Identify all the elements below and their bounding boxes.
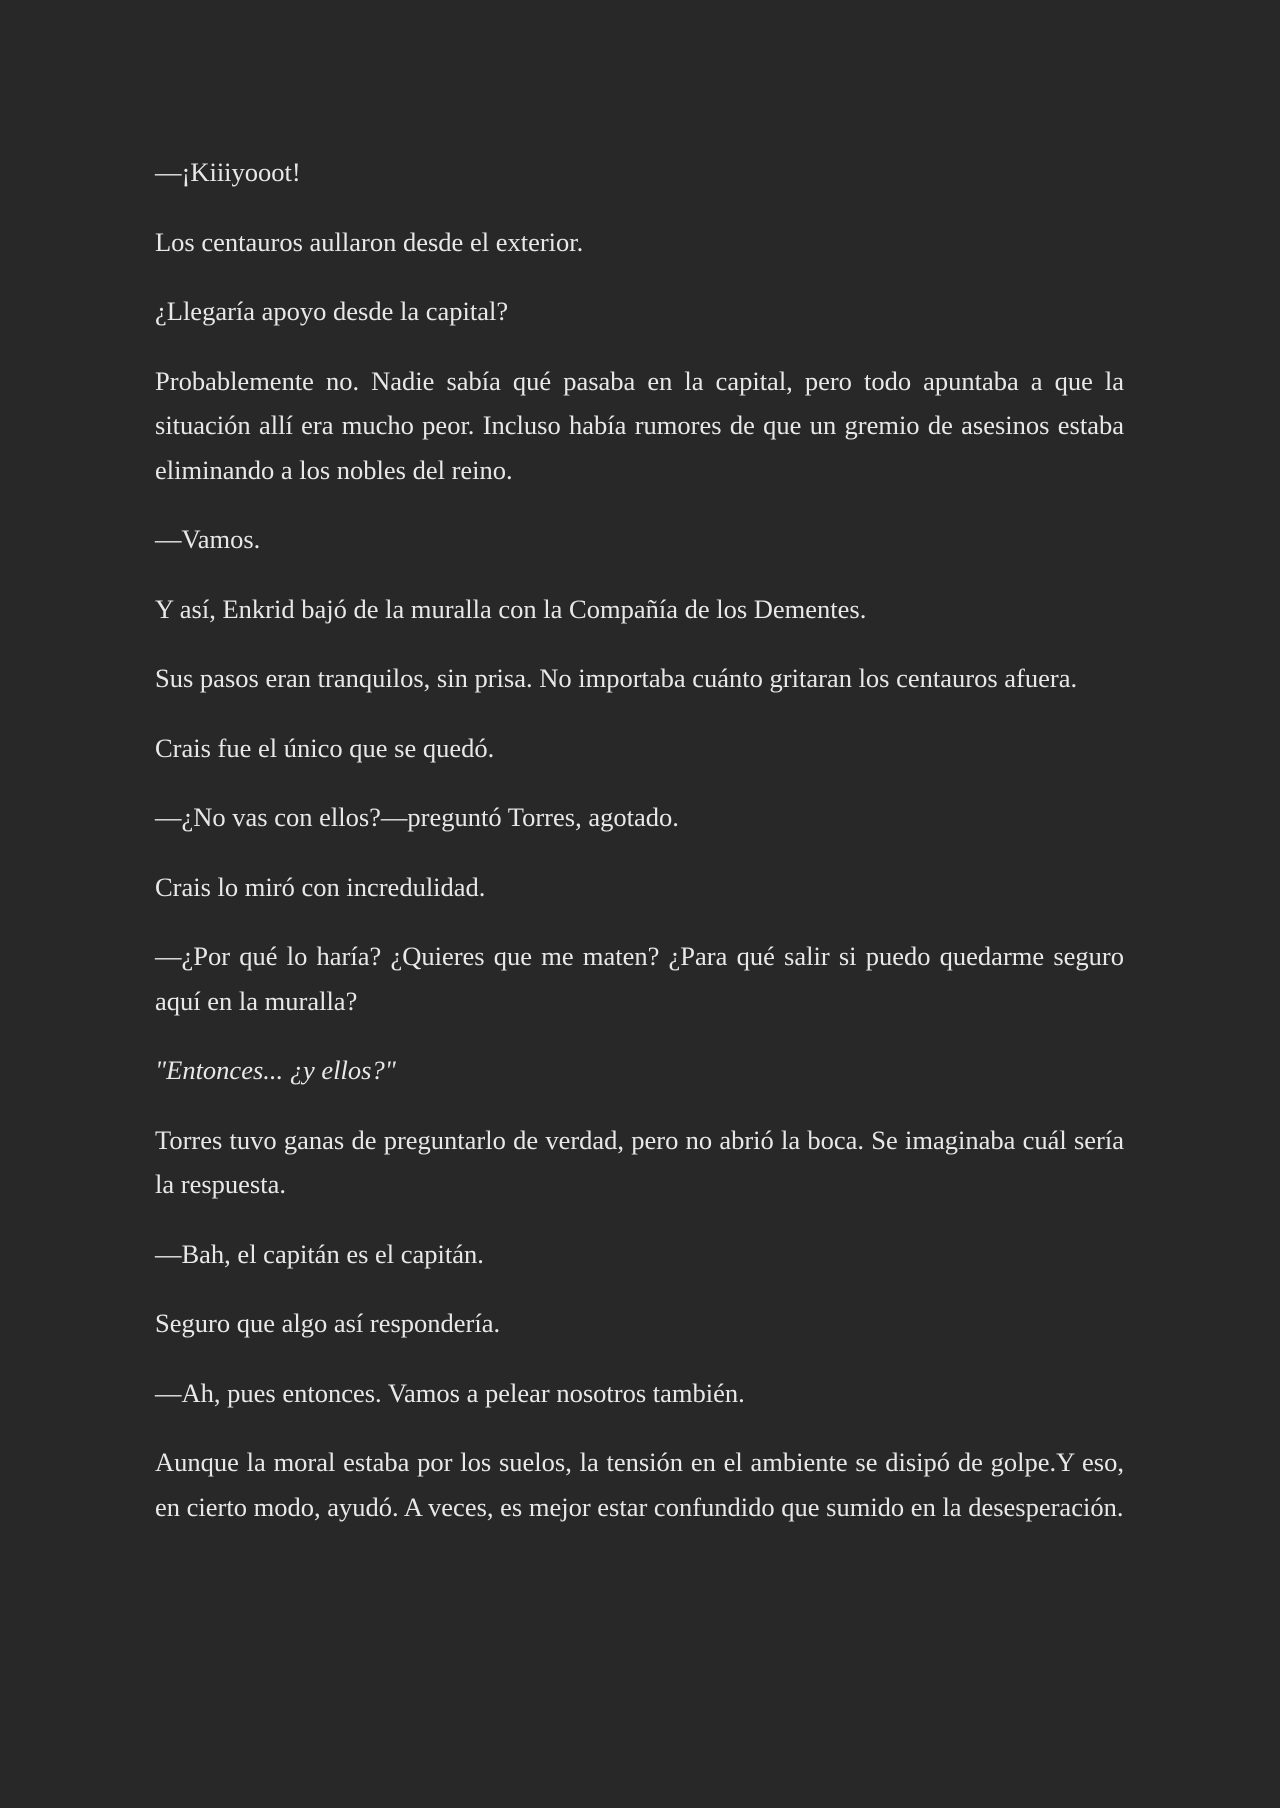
paragraph: Los centauros aullaron desde el exterior. — [155, 226, 584, 257]
paragraph: Probablemente no. Nadie sabía qué pasaba en la capital, pero todo apuntaba a que la situación allí era mucho peor. Incluso había rumores de que un gremio de asesinos estaba eliminando a los nobles del reino. — [155, 365, 1124, 485]
paragraph: —¿Por qué lo haría? ¿Quieres que me maten? ¿Para qué salir si puedo quedarme seguro aquí en la muralla? — [155, 941, 1124, 1016]
paragraph: Aunque la moral estaba por los suelos, la tensión en el ambiente se disipó de golpe.Y eso, en cierto modo, ayudó. A veces, es mejor estar confundido que sumido en la desesperación. — [155, 1447, 1124, 1522]
paragraph: —Ah, pues entonces. Vamos a pelear nosotros también. — [155, 1377, 745, 1408]
reading-content — [155, 150, 1124, 1554]
paragraph: Torres tuvo ganas de preguntarlo de verdad, pero no abrió la boca. Se imaginaba cuál sería la respuesta. — [155, 1124, 1124, 1199]
paragraph: —¡Kiiiyooot! — [155, 157, 301, 187]
paragraph: Crais fue el único que se quedó. — [155, 732, 495, 763]
paragraph: Y así, Enkrid bajó de la muralla con la Compañía de los Dementes. — [155, 593, 867, 624]
paragraph: —Vamos. — [155, 524, 261, 554]
paragraph-italic-thought: "Entonces... ¿y ellos?" — [155, 1055, 396, 1085]
paragraph: Crais lo miró con incredulidad. — [155, 871, 486, 902]
paragraph: Seguro que algo así respondería. — [155, 1308, 501, 1338]
paragraph: —¿No vas con ellos?—preguntó Torres, agotado. — [155, 802, 679, 832]
paragraph: Sus pasos eran tranquilos, sin prisa. No importaba cuánto gritaran los centauros afuera. — [155, 663, 1078, 693]
paragraph: —Bah, el capitán es el capitán. — [155, 1238, 484, 1269]
paragraph: ¿Llegaría apoyo desde la capital? — [155, 296, 509, 326]
